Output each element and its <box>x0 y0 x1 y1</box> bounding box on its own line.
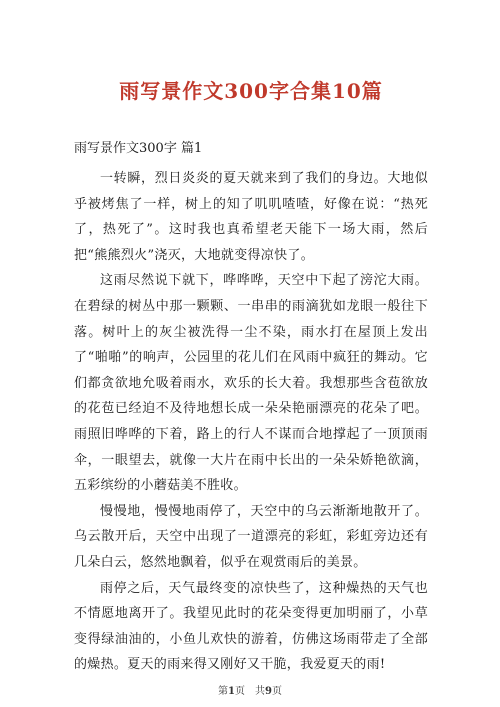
paragraph-3: 慢慢地，慢慢地雨停了，天空中的乌云渐渐地散开了。乌云散开后，天空中出现了一道漂亮的彩虹，彩虹旁边还有几朵白云，悠然地飘着，似乎在观赏雨后的美景。 <box>74 503 428 570</box>
footer-suffix: 页 <box>271 686 282 697</box>
total-page-count: 9 <box>265 686 272 697</box>
document-title: 雨写景作文300字合集10篇 <box>119 79 383 103</box>
paragraph-4: 雨停之后，天气最终变的凉快些了，这种燥热的天气也不情愿地离开了。我望见此时的花朵变得更加明丽了，小草变得绿油油的，小鱼儿欢快的游着，仿佛这场雨带走了全部的燥热。夏天的雨来得又刚好又干脆，我爱夏天的雨! <box>74 580 428 673</box>
paragraph-2: 这雨尽然说下就下，哗哗哗，天空中下起了滂沱大雨。在碧绿的树丛中那一颗颗、一串串的雨滴犹如龙眼一般往下落。树叶上的灰尘被洗得一尘不染，雨水打在屋顶上发出了“啪啪”的响声，公园里的花儿们在风雨中疯狂的舞动。它们都贪欲地允吸着雨水，欢乐的长大着。我想那些含苞欲放的花苞已经迫不及待地想长成一朵朵艳丽漂亮的花朵了吧。雨照旧哗哗的下着，路上的行人不谋而合地撑起了一顶顶雨伞，一眼望去，就像一大片在雨中长出的一朵朵娇艳欲滴，五彩缤纷的小蘑菇美不胜收。 <box>74 273 428 494</box>
section-heading: 雨写景作文300字 篇1 <box>74 141 203 156</box>
current-page-number: 1 <box>228 686 235 697</box>
paragraph-1: 一转瞬，烈日炎炎的夏天就来到了我们的身边。大地似乎被烤焦了一样，树上的知了叽叽喳喳，好像在说：“热死了，热死了”。这时我也真希望老天能下一场大雨，然后把“熊熊烈火”浇灭，大地就变得凉快了。 <box>74 171 428 263</box>
page-footer <box>0 682 500 697</box>
footer-prefix: 第 <box>218 686 229 697</box>
body-text <box>74 166 428 678</box>
footer-mid: 页 共 <box>235 686 265 697</box>
